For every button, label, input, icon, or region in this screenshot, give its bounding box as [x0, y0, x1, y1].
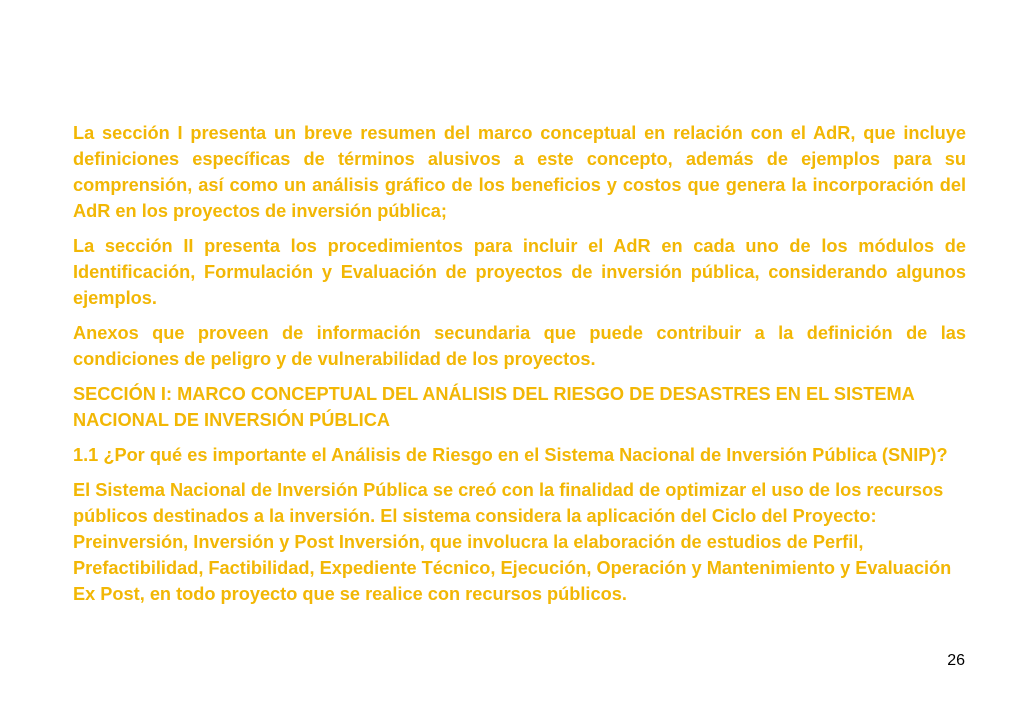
- paragraph-annexes-summary: Anexos que proveen de información secundaria que puede contribuir a la definición de las condiciones de peligro y de vulnerabilidad de los proyectos.: [73, 323, 966, 369]
- paragraph-section-two-summary: La sección II presenta los procedimientos para incluir el AdR en cada uno de los módulos de Identificación, Formulación y Evaluación de proyectos de inversión pública, considerando algunos ejemplos.: [73, 236, 966, 308]
- page-number: 26: [947, 652, 965, 669]
- document-body: [73, 120, 966, 616]
- subsection-heading: 1.1 ¿Por qué es importante el Análisis de Riesgo en el Sistema Nacional de Inversión Pública (SNIP)?: [73, 445, 948, 465]
- section-heading: SECCIÓN I: MARCO CONCEPTUAL DEL ANÁLISIS DEL RIESGO DE DESASTRES EN EL SISTEMA NACIONAL DE INVERSIÓN PÚBLICA: [73, 384, 915, 430]
- paragraph-section-one-summary: La sección I presenta un breve resumen del marco conceptual en relación con el AdR, que incluye definiciones específicas de términos alusivos a este concepto, además de ejemplos para su comprensión, así como un análisis gráfico de los beneficios y costos que genera la incorporación del AdR en los proyectos de inversión pública;: [73, 123, 966, 221]
- paragraph-snip-description: El Sistema Nacional de Inversión Pública se creó con la finalidad de optimizar el uso de los recursos públicos destinados a la inversión. El sistema considera la aplicación del Ciclo del Proyecto: Preinversión, Inversión y Post Inversión, que involucra la elaboración de estudios de Perfil, Prefactibilidad, Factibilidad, Expediente Técnico, Ejecución, Operación y Mantenimiento y Evaluación Ex Post, en todo proyecto que se realice con recursos públicos.: [73, 480, 952, 604]
